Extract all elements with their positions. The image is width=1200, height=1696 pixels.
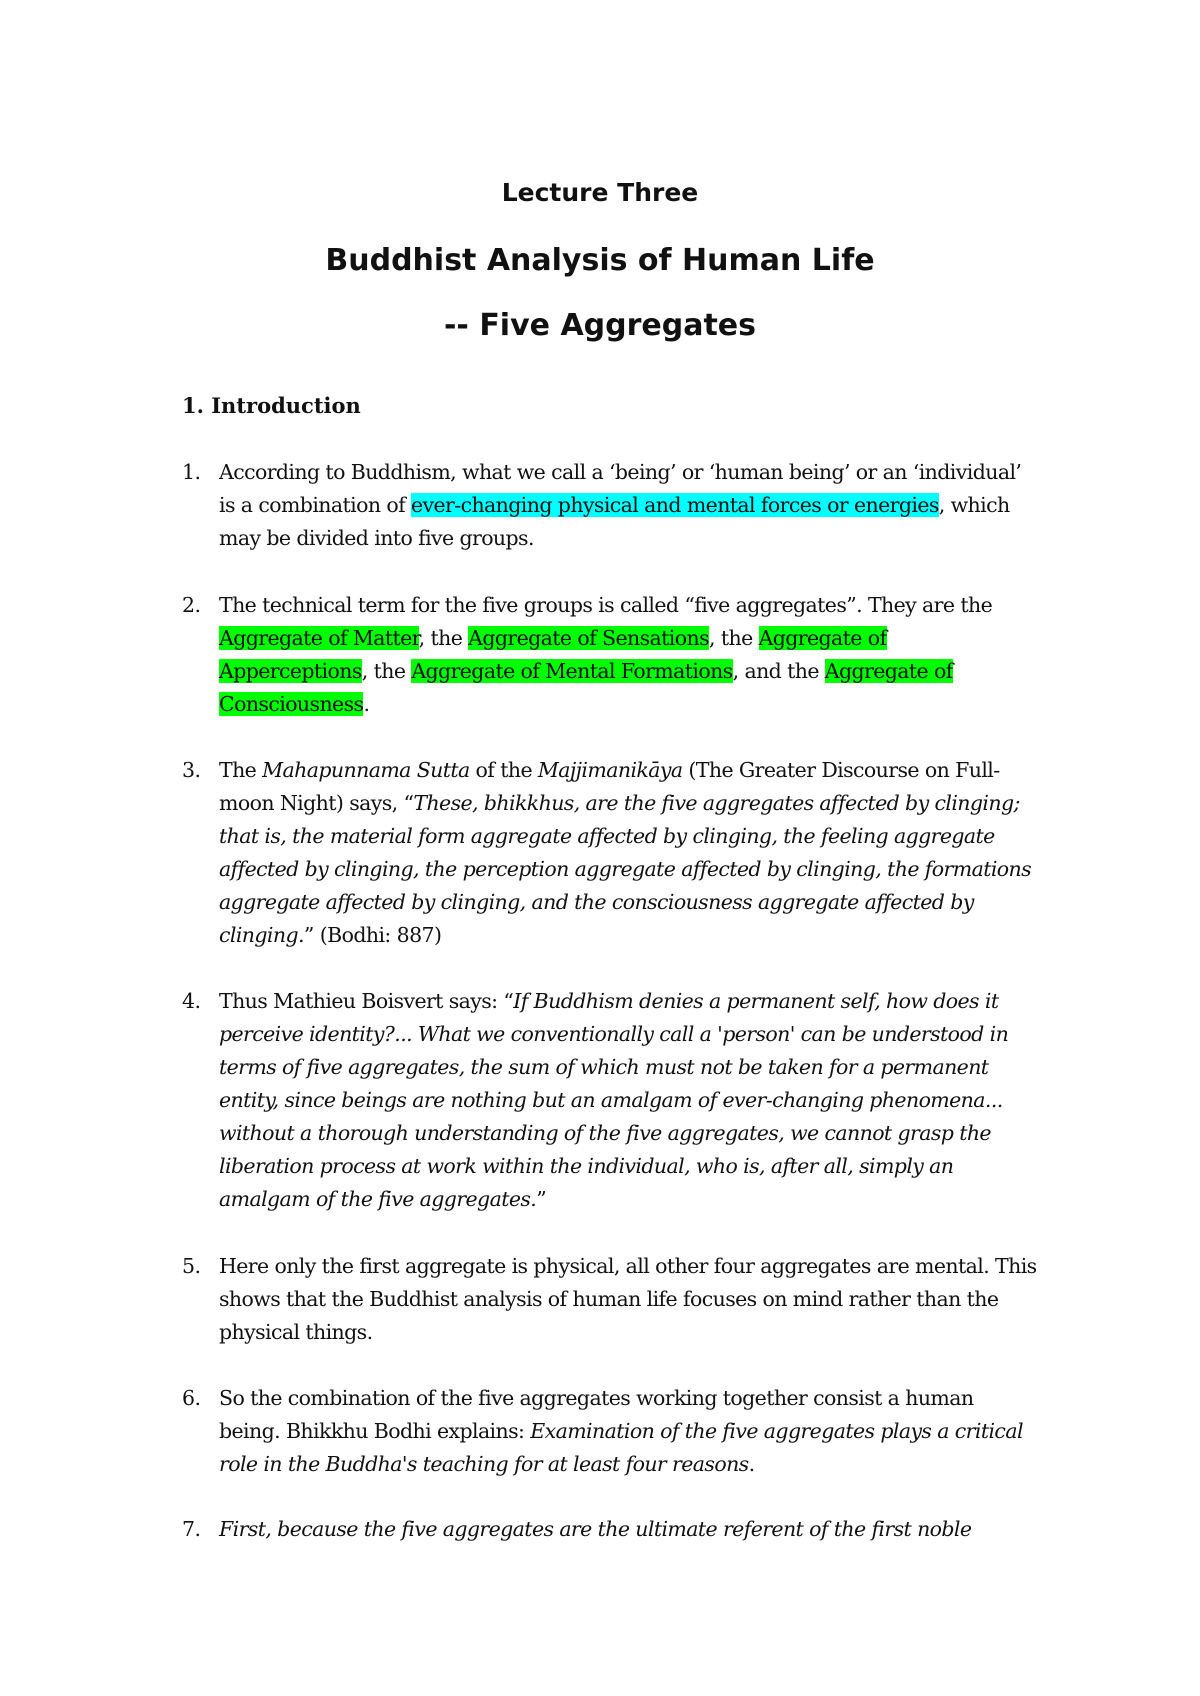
italic-text: Mahapunnama Sutta <box>262 758 470 782</box>
text-run: . <box>748 1452 755 1476</box>
italic-text: Majjimanikāya <box>537 758 683 782</box>
list-item-text <box>219 754 1039 952</box>
list-item-number: 3. <box>182 758 201 782</box>
list-item-text <box>219 1513 1039 1546</box>
list-item-number: 6. <box>182 1386 201 1410</box>
text-run: The <box>219 758 263 782</box>
highlighted-text: Aggregate of Apperceptions <box>219 626 887 683</box>
text-run: of the <box>469 758 538 782</box>
list-item-number: 7. <box>182 1517 201 1541</box>
text-run: ” (Bodhi: 887) <box>303 923 442 947</box>
highlighted-text: Aggregate of Sensations <box>468 626 710 650</box>
document-title: Buddhist Analysis of Human Life <box>325 243 875 278</box>
list-item-number: 2. <box>182 593 201 617</box>
text-run: So the combination of the five aggregates working together consist a human being. Bhikkhu Bodhi explains: <box>219 1386 974 1443</box>
highlighted-text: Aggregate of Mental Formations <box>411 659 733 683</box>
lecture-label: Lecture Three <box>501 178 699 207</box>
text-run: (The Greater Discourse on Full-moon Night) says, “ <box>219 758 1000 815</box>
italic-text: If Buddhism denies a permanent self, how does it perceive identity?... What we conventionally call a 'person' can be understood in terms of five aggregates, the sum of which must not be taken for a permanent entity, since beings are nothing but an amalgam of ever-changing phenomena... without a thorough understanding of the five aggregates, we cannot grasp the liberation process at work within the individual, who is, after all, simply an amalgam of the five aggregates. <box>219 989 1009 1211</box>
text-run: The technical term for the five groups is called “five aggregates”. They are the <box>219 593 993 617</box>
italic-text: Examination of the five aggregates plays a critical role in the Buddha's teaching for at least four reasons <box>219 1419 1023 1476</box>
list-item-text <box>219 456 1039 555</box>
text-run: , the <box>709 626 759 650</box>
text-run: , the <box>418 626 469 650</box>
italic-text: First, because the five aggregates are the ultimate referent of the first noble <box>219 1517 972 1541</box>
list-item-number: 5. <box>182 1254 201 1278</box>
text-run: Here only the first aggregate is physical, all other four aggregates are mental. This shows that the Buddhist analysis of human life focuses on mind rather than the physical things. <box>219 1254 1037 1344</box>
text-run: . <box>363 692 370 716</box>
list-item-text <box>219 985 1039 1216</box>
text-run: According to Buddhism, what we call a ‘being’ or ‘human being’ or an ‘individual’ is a combination of <box>219 460 1022 517</box>
text-run: , and the <box>732 659 825 683</box>
document-subtitle: -- Five Aggregates <box>443 308 757 343</box>
list-item-number: 1. <box>182 460 201 484</box>
highlighted-text: Aggregate of Consciousness <box>219 659 953 716</box>
list-item-text <box>219 589 1039 721</box>
text-run: , which may be divided into five groups. <box>219 493 1010 550</box>
highlighted-text: Aggregate of Matter <box>219 626 419 650</box>
list-item-text <box>219 1250 1039 1349</box>
list-item-number: 4. <box>182 989 201 1013</box>
italic-text: These, bhikkhus, are the five aggregates affected by clinging; that is, the material form aggregate affected by clinging, the feeling aggregate affected by clinging, the perception aggregate affected by clinging, the formations aggregate affected by clinging, and the consciousness aggregate affected by clinging. <box>219 791 1032 947</box>
text-run: Thus Mathieu Boisvert says: “ <box>219 989 514 1013</box>
list-item-text <box>219 1382 1039 1481</box>
section-title: 1. Introduction <box>182 393 361 418</box>
text-run: , the <box>361 659 412 683</box>
highlighted-text: ever-changing physical and mental forces or energies <box>411 493 939 517</box>
text-run: ” <box>536 1187 547 1211</box>
